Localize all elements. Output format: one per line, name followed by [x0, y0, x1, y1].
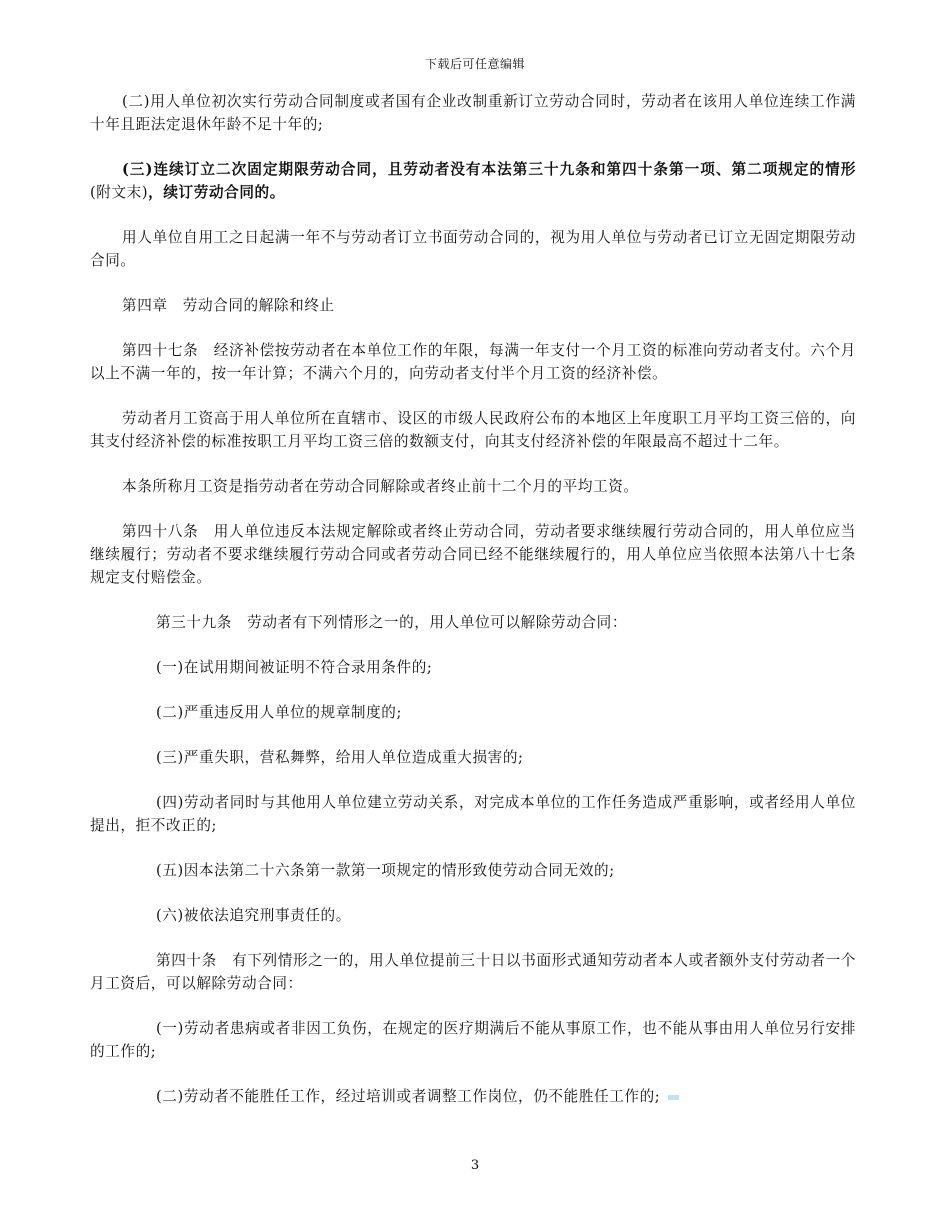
highlight-marker — [668, 1095, 679, 1100]
article-47-paragraph: 第四十七条 经济补偿按劳动者在本单位工作的年限，每满一年支付一个月工资的标准向劳动者支付。六个月以上不满一年的，按一年计算；不满六个月的，向劳动者支付半个月工资的经济补偿。 — [90, 342, 856, 382]
article-39-item-4: (四)劳动者同时与其他用人单位建立劳动关系，对完成本单位的工作任务造成严重影响，或者经用人单位提出，拒不改正的; — [90, 794, 856, 834]
article-40-paragraph: 第四十条 有下列情形之一的，用人单位提前三十日以书面形式通知劳动者本人或者额外支付劳动者一个月工资后，可以解除劳动合同： — [90, 952, 856, 992]
clause-3-paragraph — [90, 158, 856, 204]
unwritten-contract-paragraph: 用人单位自用工之日起满一年不与劳动者订立书面劳动合同的，视为用人单位与劳动者已订立无固定期限劳动合同。 — [90, 229, 856, 269]
article-40-item-1: (一)劳动者患病或者非因工负伤，在规定的医疗期满后不能从事原工作，也不能从事由用人单位另行安排的工作的; — [90, 1020, 856, 1060]
article-39-item-1: (一)在试用期间被证明不符合录用条件的; — [156, 659, 433, 676]
clause-2-paragraph: (二)用人单位初次实行劳动合同制度或者国有企业改制重新订立劳动合同时，劳动者在该用人单位连续工作满十年且距法定退休年龄不足十年的; — [90, 93, 856, 133]
page-number: 3 — [470, 1158, 480, 1173]
clause-3-note: (附文末) — [90, 184, 149, 201]
article-48-paragraph: 第四十八条 用人单位违反本法规定解除或者终止劳动合同，劳动者要求继续履行劳动合同的，用人单位应当继续履行；劳动者不要求继续履行劳动合同或者劳动合同已经不能继续履行的，用人单位应当依照本法第八十七条规定支付赔偿金。 — [90, 523, 856, 586]
article-39-paragraph: 第三十九条 劳动者有下列情形之一的，用人单位可以解除劳动合同： — [156, 614, 628, 631]
article-39-item-2: (二)严重违反用人单位的规章制度的; — [156, 704, 403, 721]
article-40-item-2-text: (二)劳动者不能胜任工作，经过培训或者调整工作岗位，仍不能胜任工作的; — [156, 1088, 661, 1105]
article-40-item-2 — [90, 1085, 856, 1108]
article-39-item-6: (六)被依法追究刑事责任的。 — [156, 907, 351, 924]
document-body — [90, 90, 856, 1130]
clause-3-text-b: ，续订劳动合同的。 — [148, 184, 285, 201]
page-header: 下载后可任意编辑 — [424, 57, 525, 71]
article-39-item-5: (五)因本法第二十六条第一款第一项规定的情形致使劳动合同无效的; — [156, 862, 615, 879]
chapter-four-heading: 第四章 劳动合同的解除和终止 — [122, 297, 335, 314]
clause-3-text-a: (三)连续订立二次固定期限劳动合同，且劳动者没有本法第三十九条和第四十条第一项、第二项规定的情形 — [122, 161, 856, 178]
article-39-item-3: (三)严重失职，营私舞弊，给用人单位造成重大损害的; — [156, 749, 524, 766]
high-wage-paragraph: 劳动者月工资高于用人单位所在直辖市、设区的市级人民政府公布的本地区上年度职工月平均工资三倍的，向其支付经济补偿的标准按职工月平均工资三倍的数额支付，向其支付经济补偿的年限最高不超过十二年。 — [90, 410, 856, 450]
monthly-wage-definition: 本条所称月工资是指劳动者在劳动合同解除或者终止前十二个月的平均工资。 — [122, 478, 639, 495]
